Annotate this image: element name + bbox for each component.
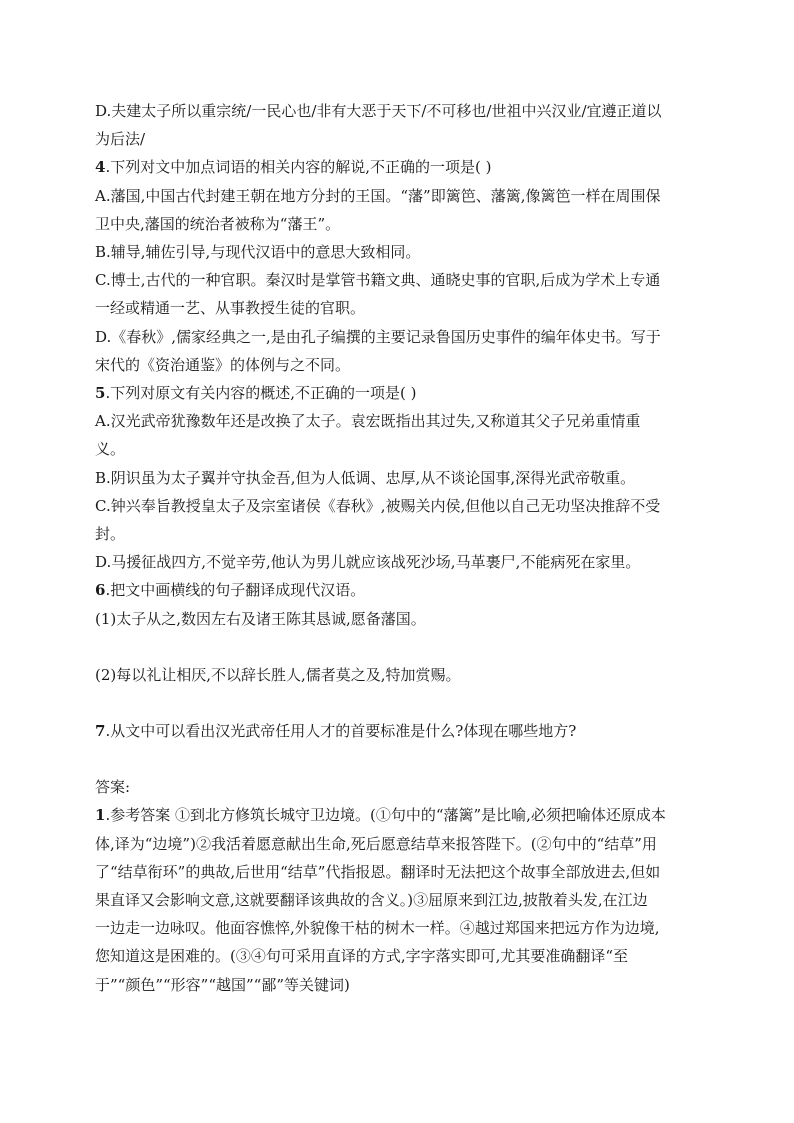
line-text: .下列对原文有关内容的概述,不正确的一项是( ) — [105, 384, 417, 403]
line-text: C.钟兴奉旨教授皇太子及宗室诸侯《春秋》,被赐关内侯,但他以自己无功坚决推辞不受 — [95, 496, 661, 515]
text-line — [95, 182, 700, 210]
question-number: 1 — [95, 806, 106, 825]
question-number: 7 — [95, 722, 106, 741]
text-line — [95, 323, 700, 351]
text-line — [95, 266, 700, 294]
text-line — [95, 661, 700, 689]
text-line — [95, 886, 700, 914]
line-text: B.辅导,辅佐引导,与现代汉语中的意思大致相同。 — [95, 243, 421, 262]
line-text: 卫中央,藩国的统治者被称为“藩王”。 — [95, 214, 341, 233]
line-text: 一经或精通一艺、从事教授生徒的官职。 — [95, 299, 366, 318]
text-line — [95, 294, 700, 322]
line-text: .下列对文中加点词语的相关内容的解说,不正确的一项是( ) — [105, 158, 492, 177]
line-text: 于”“颜色”“形容”“越国”“鄙”等关键词) — [95, 975, 350, 994]
question-number: 6 — [95, 581, 106, 600]
line-text: C.博士,古代的一种官职。秦汉时是掌管书籍文典、通晓史事的官职,后成为学术上专通 — [95, 271, 661, 290]
line-text: 义。 — [95, 440, 126, 459]
text-line — [95, 971, 700, 999]
line-text: 答案: — [95, 778, 131, 797]
text-line — [95, 238, 700, 266]
line-text: 宋代的《资治通鉴》的体例与之不同。 — [95, 355, 351, 374]
line-text: 为后法/ — [95, 130, 146, 149]
line-text: (2)每以礼让相厌,不以辞长胜人,儒者莫之及,特加赏赐。 — [95, 665, 461, 684]
line-text: D.马援征战四方,不觉辛劳,他认为男儿就应该战死沙场,马革裹尸,不能病死在家里。 — [95, 553, 641, 572]
text-line — [95, 464, 700, 492]
line-text: (1)太子从之,数因左右及诸王陈其恳诚,愿备藩国。 — [95, 609, 426, 628]
answer-space — [95, 689, 700, 717]
question-line — [95, 717, 700, 745]
text-line — [95, 210, 700, 238]
question-line — [95, 379, 700, 407]
line-text: A.藩国,中国古代封建王朝在地方分封的王国。“藩”即篱笆、藩篱,像篱笆一样在周围保 — [95, 186, 661, 205]
line-text: 封。 — [95, 525, 126, 544]
line-text: .把文中画横线的句子翻译成现代汉语。 — [105, 581, 366, 600]
answer-space — [95, 745, 700, 773]
text-line — [95, 858, 700, 886]
answer-space — [95, 633, 700, 661]
text-line — [95, 435, 700, 463]
line-text: 一边走一边咏叹。他面容憔悴,外貌像干枯的树木一样。④越过郑国来把远方作为边境, — [95, 919, 660, 938]
text-line — [95, 605, 700, 633]
text-line — [95, 97, 700, 125]
text-line — [95, 773, 700, 801]
line-text: 果直译又会影响文意,这就要翻译该典故的含义。)③屈原来到江边,披散着头发,在江边 — [95, 891, 648, 910]
line-text: D.《春秋》,儒家经典之一,是由孔子编撰的主要记录鲁国历史事件的编年体史书。写于 — [95, 327, 661, 346]
question-line — [95, 801, 700, 829]
line-text: .参考答案 ①到北方修筑长城守卫边境。(①句中的“藩篱”是比喻,必须把喻体还原成本 — [105, 806, 666, 825]
text-line — [95, 125, 700, 153]
text-line — [95, 830, 700, 858]
question-number: 4 — [95, 158, 106, 177]
text-line — [95, 492, 700, 520]
line-text: 体,译为“边境”)②我活着愿意献出生命,死后愿意结草来报答陛下。(②句中的“结草”用 — [95, 834, 657, 853]
text-line — [95, 351, 700, 379]
question-line — [95, 576, 700, 604]
line-text: 了“结草衔环”的典故,后世用“结草”代指报恩。翻译时无法把这个故事全部放进去,但如 — [95, 862, 661, 881]
line-text: 您知道这是困难的。(③④句可采用直译的方式,字字落实即可,尤其要准确翻译“至 — [95, 947, 629, 966]
document-page — [95, 97, 700, 999]
text-line — [95, 548, 700, 576]
text-line — [95, 520, 700, 548]
question-number: 5 — [95, 384, 106, 403]
text-line — [95, 914, 700, 942]
text-line — [95, 407, 700, 435]
line-text: .从文中可以看出汉光武帝任用人才的首要标准是什么?体现在哪些地方? — [105, 722, 577, 741]
line-text: A.汉光武帝犹豫数年还是改换了太子。袁宏既指出其过失,又称道其父子兄弟重情重 — [95, 412, 641, 431]
line-text: D.夫建太子所以重宗统/一民心也/非有大恶于天下/不可移也/世祖中兴汉业/宜遵正道以 — [95, 102, 662, 120]
line-text: B.阴识虽为太子翼并守执金吾,但为人低调、忠厚,从不谈论国事,深得光武帝敬重。 — [95, 468, 636, 487]
text-line — [95, 942, 700, 970]
question-line — [95, 153, 700, 181]
